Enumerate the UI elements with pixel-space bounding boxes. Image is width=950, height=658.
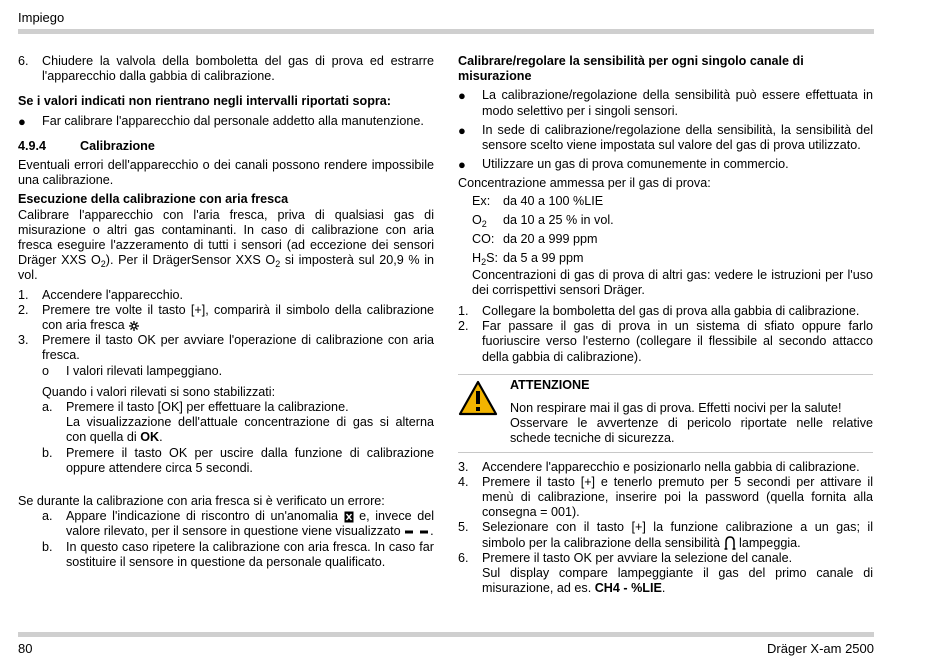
step-3: 3. Premere il tasto OK per avviare l'operazione di calibrazione con aria fresca. (18, 333, 434, 363)
footer-rule (18, 632, 874, 637)
error-step-a: a. Appare l'indicazione di riscontro di un'anomalia e, invece del valore rilevato, per il sensore in questione viene visualizzato . (42, 509, 435, 539)
error-intro: Se durante la calibrazione con aria fresca si è verificato un errore: (18, 494, 385, 509)
step-a: a. Premere il tasto [OK] per effettuare la calibrazione. La visualizzazione dell'attuale concentrazione di gas si alterna con quella di OK. (42, 400, 434, 445)
warning-heading: Se i valori indicati non rientrano negli intervalli riportati sopra: (18, 94, 391, 109)
section-heading: 4.9.4 Calibrazione (18, 138, 155, 153)
bullet-icon: ● (458, 88, 466, 104)
right-step-1: 1. Collegare la bomboletta del gas di prova alla gabbia di calibrazione. (458, 304, 860, 319)
sensitivity-bullet-3: ● Utilizzare un gas di prova comunemente in commercio. (458, 157, 789, 173)
fresh-air-paragraph: Calibrare l'apparecchio con l'aria fresca, priva di qualsiasi gas di misurazione o altri gas contaminanti. In caso di calibrazione con aria fresca eseguire l'azzeramento di tutti i sensori (ad eccezione dei sensori Dräger XXS $O_2$). Per il DrägerSensor XXS $O_2$ si imposterà sul 20,9 % in vol. (18, 207, 434, 283)
step-6: 6. Chiudere la valvola della bomboletta del gas di prova ed estrarre l'apparecchio dalla gabbia di calibrazione. (18, 54, 434, 84)
circle-bullet-icon: o (42, 363, 50, 378)
error-step-b: b. In questo caso ripetere la calibrazione con aria fresca. In caso far sostituire il sensore in questione da personale qualificato. (42, 539, 434, 569)
step-2: 2. Premere tre volte il tasto [+], comparirà il simbolo della calibrazione con aria fresca (18, 302, 434, 333)
page-number: 80 (18, 641, 33, 656)
gas-row-ex: Ex: da 40 a 100 %LIE (472, 193, 604, 208)
other-gas-note: Concentrazioni di gas di prova di altri gas: vedere le istruzioni per l'uso dei corrispettivi sensori Dräger. (472, 267, 873, 297)
attention-box (458, 374, 873, 453)
concentration-intro: Concentrazione ammessa per il gas di prova: (458, 176, 711, 191)
attention-line-2: Osservare le avvertenze di pericolo riportate nelle relative schede tecniche di sicurezza. (510, 416, 873, 446)
step-1: 1. Accendere l'apparecchio. (18, 287, 184, 302)
left-column (18, 54, 434, 570)
error-indicator-icon (344, 511, 354, 523)
warning-bullet: ● Far calibrare l'apparecchio dal personale addetto alla manutenzione. (18, 113, 424, 129)
gas-row-o2: $O_2$ da 10 a 25 % in vol. (472, 212, 614, 229)
sensitivity-bullet-1: ● La calibrazione/regolazione della sensibilità può essere effettuata in modo selettivo per i singoli sensori. (458, 88, 873, 118)
right-column (458, 54, 873, 596)
sensitivity-calibration-icon (724, 536, 736, 550)
dash-dash-icon (404, 528, 430, 536)
right-step-2: 2. Far passare il gas di prova in un sistema di sfiato oppure farlo fuoriuscire verso l'esterno (collegare il flessibile al secondo attacco della gabbia di calibrazione). (458, 319, 873, 364)
right-step-5: 5. Selezionare con il tasto [+] la funzione calibrazione a un gas; il simbolo per la calibrazione della sensibilità lampeggia. (458, 520, 873, 550)
bullet-icon: ● (458, 122, 466, 138)
stable-values-note: Quando i valori rilevati si sono stabilizzati: (42, 384, 276, 399)
attention-line-1: Non respirare mai il gas di prova. Effetti nocivi per la salute! (510, 401, 842, 416)
fresh-air-title: Esecuzione della calibrazione con aria fresca (18, 192, 289, 207)
warning-triangle-icon (458, 380, 498, 416)
fresh-air-calibration-icon (128, 320, 140, 332)
sensitivity-title: Calibrare/regolare la sensibilità per ogni singolo canale di misurazione (458, 54, 804, 84)
section-intro: Eventuali errori dell'apparecchio o dei canali possono rendere impossibile una calibrazione. (18, 158, 434, 188)
step-b: b. Premere il tasto OK per uscire dalla funzione di calibrazione oppure attendere circa 5 secondi. (42, 445, 434, 475)
attention-title: ATTENZIONE (510, 377, 590, 392)
right-step-6: 6. Premere il tasto OK per avviare la selezione del canale. Sul display compare lampeggiante il gas del primo canale di misurazione, ad es. CH4 - %LIE. (458, 550, 873, 596)
bullet-icon: ● (458, 157, 466, 173)
right-step-4: 4. Premere il tasto [+] e tenerlo premuto per 5 secondi per attivare il menù di calibrazione, inserire poi la password (quella fornita alla consegna = 001). (458, 474, 873, 520)
header-rule (18, 29, 874, 34)
bullet-icon: ● (18, 113, 26, 129)
right-step-3: 3. Accendere l'apparecchio e posizionarlo nella gabbia di calibrazione. (458, 459, 860, 474)
page-header-section: Impiego (18, 10, 65, 25)
product-name: Dräger X-am 2500 (767, 641, 874, 656)
step-3-result: o I valori rilevati lampeggiano. (42, 363, 223, 378)
sensitivity-bullet-2: ● In sede di calibrazione/regolazione della sensibilità, la sensibilità del sensore scelto viene impostata sul valore del gas di prova utilizzato. (458, 122, 873, 153)
gas-row-co: CO: da 20 a 999 ppm (472, 231, 598, 246)
gas-row-h2s: $H_2S$: da 5 a 99 ppm (472, 250, 584, 267)
